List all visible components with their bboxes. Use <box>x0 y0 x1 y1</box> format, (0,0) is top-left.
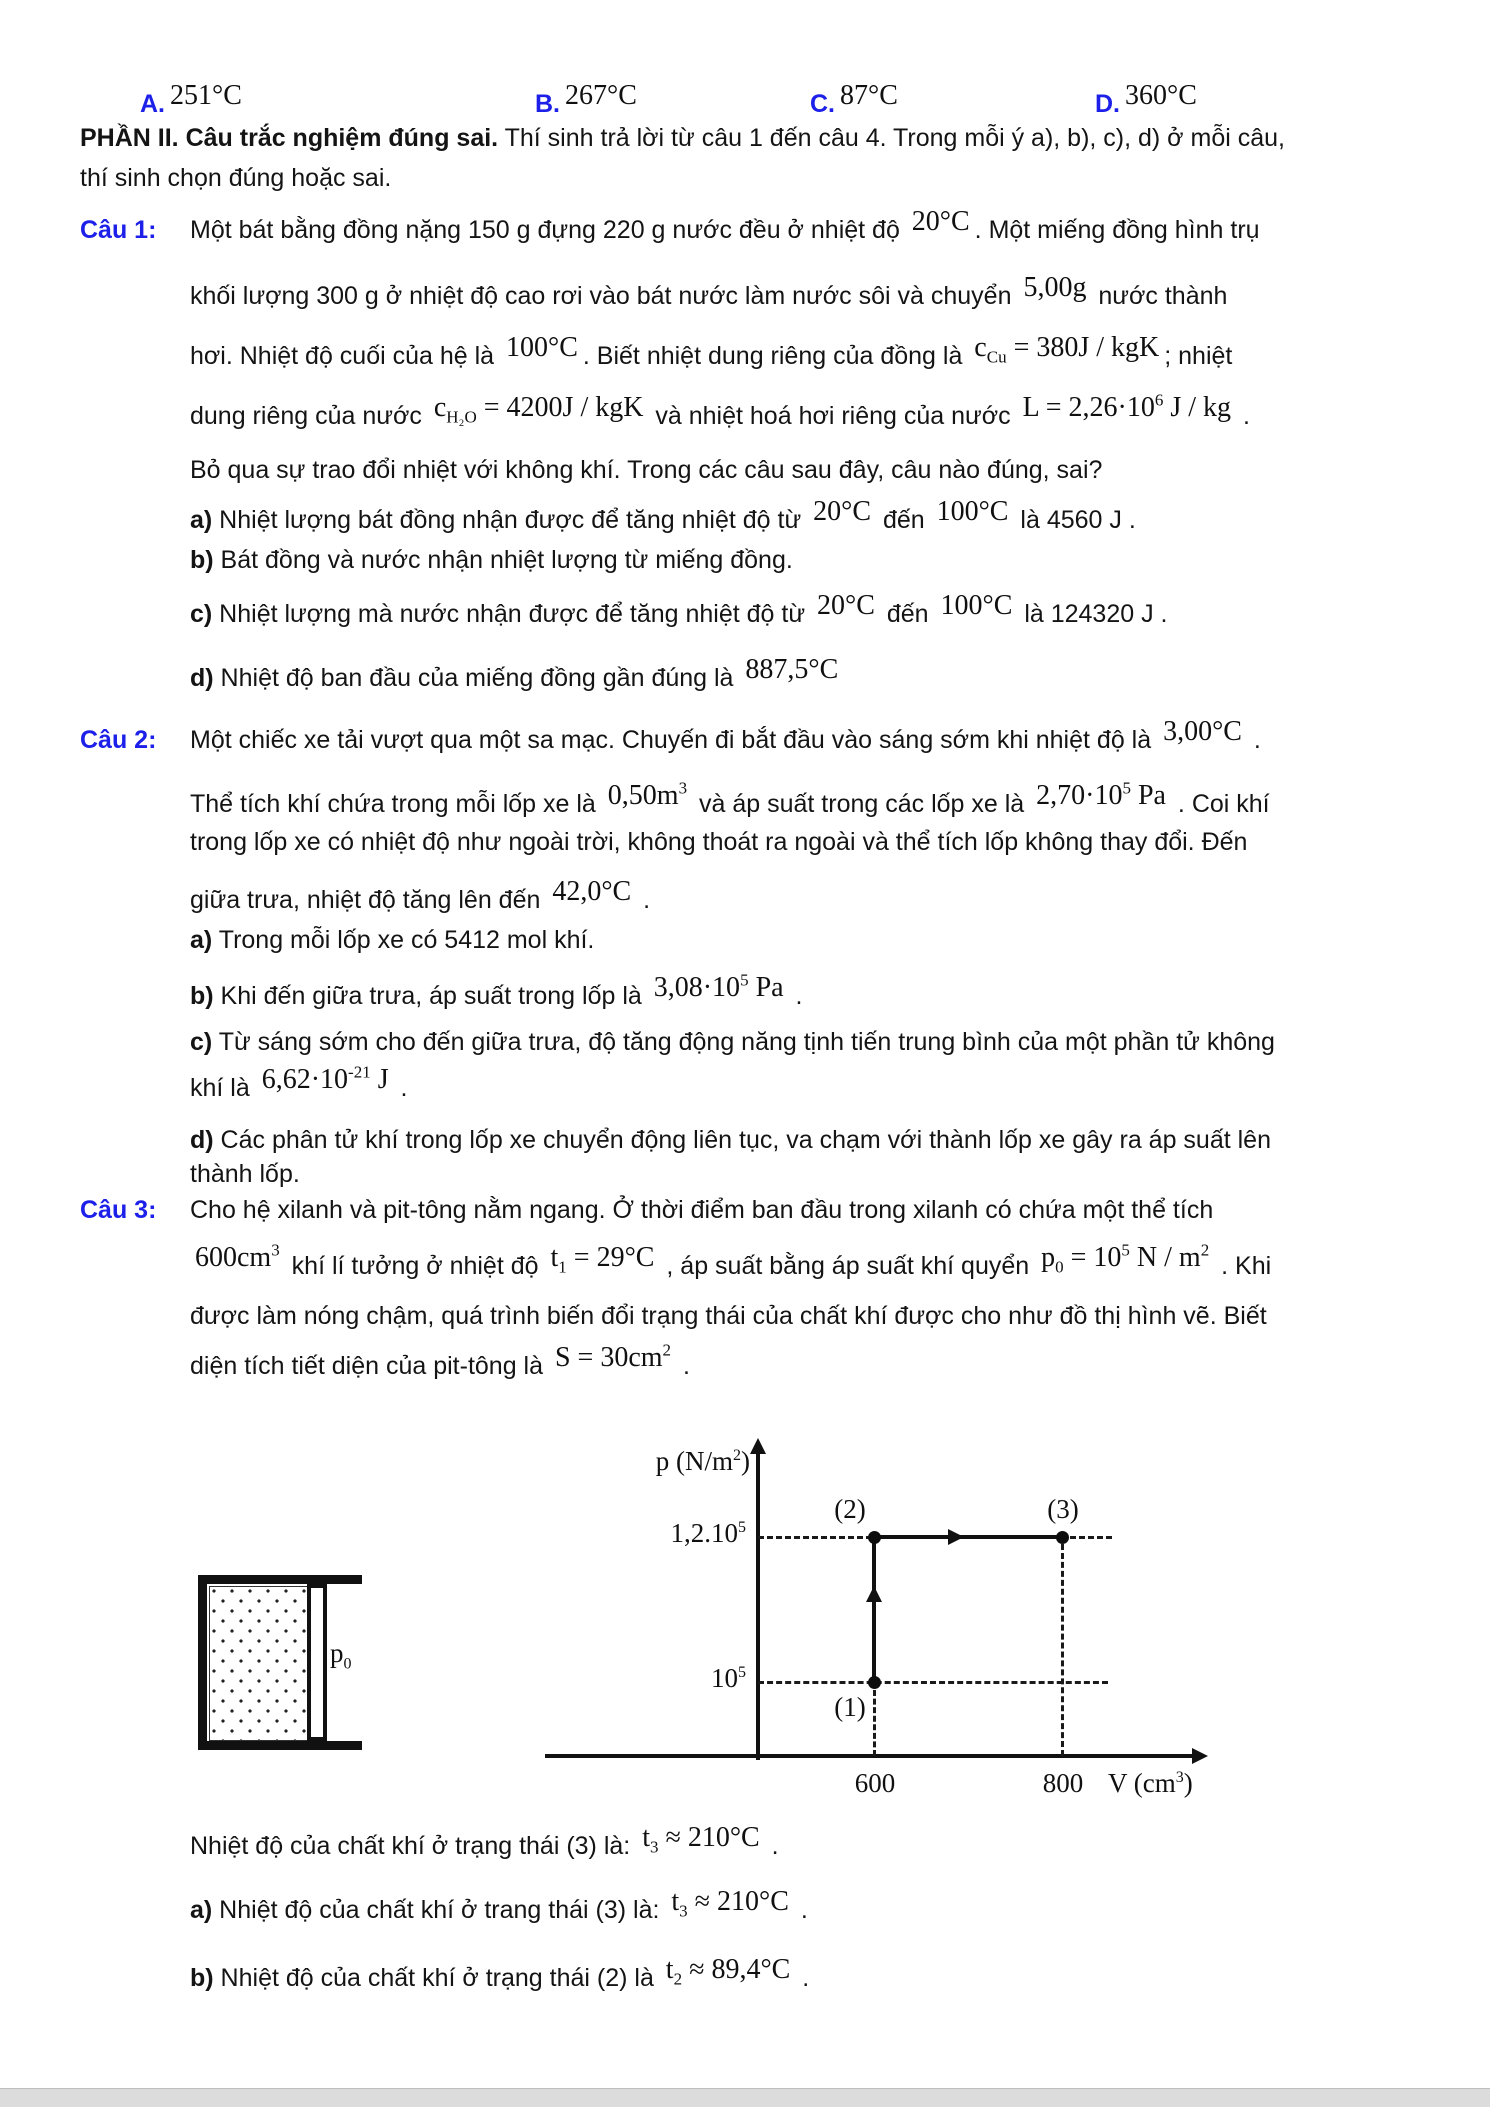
state-3-point <box>1056 1531 1069 1544</box>
q1-item-c: c) Nhiệt lượng mà nước nhận được để tăng nhiệt độ từ 20°C đến 100°C là 124320 J . <box>190 590 1168 628</box>
cylinder-bottom-wall <box>198 1741 362 1750</box>
q1-line-1: Một bát bằng đồng nặng 150 g đựng 220 g nước đều ở nhiệt độ 20°C . Một miếng đồng hình trụ <box>190 206 1260 244</box>
cylinder-closed-end <box>198 1575 207 1750</box>
q3-label: Câu 3: <box>80 1196 157 1224</box>
y-axis-label: p $(N/m^2)$ <box>655 1446 750 1476</box>
state-3-label: (3) <box>1047 1494 1079 1524</box>
q2-item-d-line-2: thành lốp. <box>190 1160 300 1188</box>
q2-item-c-line-1: c) Từ sáng sớm cho đến giữa trưa, độ tăng động năng tịnh tiến trung bình của một phần tử không <box>190 1028 1275 1056</box>
q1-item-b: b) Bát đồng và nước nhận nhiệt lượng từ miếng đồng. <box>190 546 793 574</box>
dash-state3-to-xaxis <box>1061 1544 1064 1756</box>
q3-figure-caption: Nhiệt độ của chất khí ở trạng thái (3) là: $t_3 \approx 210^\circ C$ . <box>190 1822 779 1860</box>
q2-item-a: a) Trong mỗi lốp xe có 5412 mol khí. <box>190 926 595 954</box>
state-2-point <box>868 1531 881 1544</box>
segment-1-to-2 <box>872 1540 876 1682</box>
q2-line-2: Thể tích khí chứa trong mỗi lốp xe là $0,50m^3$ và áp suất trong các lốp xe là $2,70\cdot 10^5$ Pa . Coi khí <box>190 778 1270 818</box>
piston <box>307 1584 327 1741</box>
q3-line-1: Cho hệ xilanh và pit-tông nằm ngang. Ở thời điểm ban đầu trong xilanh có chứa một thể tích <box>190 1196 1214 1224</box>
y-tick-1p2e5: 1,2.10$^5$ <box>670 1518 746 1548</box>
state-2-label: (2) <box>834 1494 866 1524</box>
part2-heading-line-1: PHẦN II. Câu trắc nghiệm đúng sai. Thí sinh trả lời từ câu 1 đến câu 4. Trong mỗi ý a), b), c), d) ở mỗi câu, <box>80 124 1286 152</box>
window-bottom-bar <box>0 2088 1490 2107</box>
p0-label: $p_0$ <box>330 1638 352 1673</box>
x-axis-label: V $(cm^3)$ <box>1108 1768 1193 1798</box>
q2-item-d-line-1: d) Các phân tử khí trong lốp xe chuyển động liên tục, va chạm với thành lốp xe gây ra áp suất lên <box>190 1126 1271 1154</box>
y-axis <box>756 1452 760 1760</box>
q3-line-4: diện tích tiết diện của pit-tông là $S = 30cm^2$ . <box>190 1340 690 1380</box>
dash-ytop-to-state2 <box>758 1536 872 1539</box>
q1-item-d: d) Nhiệt độ ban đầu của miếng đồng gần đúng là 887,5°C <box>190 654 839 692</box>
q1-item-a: a) Nhiệt lượng bát đồng nhận được để tăng nhiệt độ từ 20°C đến 100°C là 4560 J . <box>190 496 1136 534</box>
x-tick-600: 600 <box>854 1768 896 1798</box>
part2-heading-line-2: thí sinh chọn đúng hoặc sai. <box>80 164 392 192</box>
x-tick-800: 800 <box>1042 1768 1084 1798</box>
q1-line-2: khối lượng 300 g ở nhiệt độ cao rơi vào bát nước làm nước sôi và chuyển 5,00g nước thành <box>190 272 1228 310</box>
q2-line-3: trong lốp xe có nhiệt độ như ngoài trời, không thoát ra ngoài và thể tích lốp không thay đổi. Đến <box>190 828 1248 856</box>
cylinder-top-wall <box>198 1575 362 1584</box>
q1-line-5: Bỏ qua sự trao đổi nhiệt với không khí. Trong các câu sau đây, câu nào đúng, sai? <box>190 456 1103 484</box>
q3-line-3: được làm nóng chậm, quá trình biến đổi trạng thái của chất khí được cho như đồ thị hình vẽ. Biết <box>190 1302 1267 1330</box>
q3-item-a: a) Nhiệt độ của chất khí ở trang thái (3) là: $t_3 \approx 210^\circ C$ . <box>190 1886 808 1924</box>
q2-label: Câu 2: <box>80 726 157 754</box>
segment-2-to-3 <box>874 1535 1062 1539</box>
q3-item-b: b) Nhiệt độ của chất khí ở trạng thái (2) là $t_2 \approx 89,4^\circ C$ . <box>190 1954 810 1992</box>
q1-line-3: hơi. Nhiệt độ cuối của hệ là 100°C . Biết nhiệt dung riêng của đồng là $c_{Cu} = 380J$ / kgK ; nhiệt <box>190 332 1233 370</box>
q2-line-4: giữa trưa, nhiệt độ tăng lên đến 42,0°C . <box>190 876 651 914</box>
q2-line-1: Một chiếc xe tải vượt qua một sa mạc. Chuyến đi bắt đầu vào sáng sớm khi nhiệt độ là 3,00°C . <box>190 716 1261 754</box>
state-1-point <box>868 1676 881 1689</box>
x-axis <box>545 1754 1195 1758</box>
segment-1-2-arrow-icon <box>866 1586 882 1602</box>
state-1-label: (1) <box>834 1692 866 1722</box>
option-b[interactable]: B. 267°C <box>535 80 637 118</box>
segment-2-3-arrow-icon <box>948 1529 964 1545</box>
dash-tail-after-state3 <box>1070 1536 1112 1539</box>
gas-region <box>209 1586 309 1741</box>
q2-item-c-line-2: khí là $6,62\cdot 10^{-21}$ J . <box>190 1062 408 1102</box>
dash-ybottom-through-state1 <box>758 1681 1108 1684</box>
q1-line-4: dung riêng của nước $c_{H_2O} = 4200J$ / kgK và nhiệt hoá hơi riêng của nước $L = 2,26\cdot 10^6$ J / kg . <box>190 390 1250 430</box>
x-axis-arrow-icon <box>1192 1748 1208 1764</box>
option-c[interactable]: C. 87°C <box>810 80 898 118</box>
q2-item-b: b) Khi đến giữa trưa, áp suất trong lốp là $3,08\cdot 10^5$ Pa . <box>190 970 803 1010</box>
option-a[interactable]: A. 251°C <box>140 80 242 118</box>
y-axis-arrow-icon <box>750 1438 766 1454</box>
q3-line-2: $600cm^3$ khí lí tưởng ở nhiệt độ $t_1 = 29^\circ C$ , áp suất bằng áp suất khí quyển $p_0 = 10^5$ N / $m^2$ . Khi <box>195 1240 1272 1280</box>
q1-label: Câu 1: <box>80 216 157 244</box>
y-tick-1e5: $10^5$ <box>711 1663 746 1693</box>
option-d[interactable]: D. 360°C <box>1095 80 1197 118</box>
